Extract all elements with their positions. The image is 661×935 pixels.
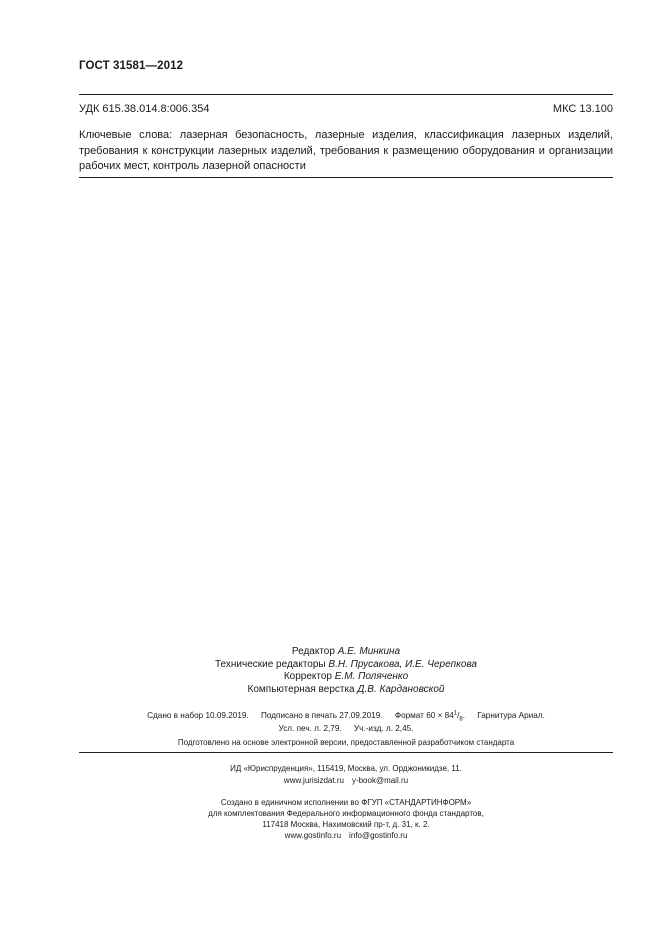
layout-line	[79, 684, 613, 697]
font-info: Гарнитура Ариал.	[477, 711, 545, 720]
tech-editors-names: В.Н. Прусакова, И.Е. Черепкова	[328, 658, 477, 670]
created-line-2: для комплектования Федерального информационного фонда стандартов,	[208, 809, 484, 818]
standard-code: ГОСТ 31581—2012	[79, 60, 184, 72]
corrector-name: Е.М. Поляченко	[334, 671, 409, 682]
created-contacts	[79, 830, 613, 841]
created-line-1: Создано в единичном исполнении во ФГУП «СТАНДАРТИНФОРМ»	[220, 798, 472, 807]
layout-label: Компьютерная верстка	[247, 683, 355, 695]
format-prefix: Формат 60 × 84	[394, 711, 454, 720]
signed-date-text: Подписано в печать 27.09.2019.	[261, 711, 383, 720]
signed-date	[261, 711, 383, 720]
pub-sheets: Уч.-изд. л. 2,45.	[353, 724, 414, 733]
publisher-info	[79, 763, 613, 786]
layout-name: Д.В. Кардановской	[357, 683, 445, 695]
paper-format	[394, 710, 465, 723]
submitted-date: Сдано в набор 10.09.2019.	[147, 711, 249, 720]
format-num: 1	[453, 710, 458, 717]
publisher-email[interactable]: y-book@mail.ru	[351, 775, 409, 785]
tech-editors-label: Технические редакторы	[214, 658, 326, 670]
publisher-website[interactable]: www.jurisizdat.ru	[283, 775, 344, 785]
editor-line	[79, 646, 613, 659]
gostinfo-email[interactable]: info@gostinfo.ru	[349, 831, 408, 840]
corrector-label: Корректор	[283, 671, 332, 682]
format-sep: /	[457, 711, 460, 720]
print-info-line-2	[79, 722, 613, 735]
footer-divider	[79, 752, 613, 753]
corrector-line	[79, 671, 613, 684]
print-info	[79, 709, 613, 735]
editorial-credits	[79, 646, 613, 696]
creation-info	[79, 797, 613, 841]
format-suffix: .	[462, 711, 465, 720]
editor-name: А.Е. Минкина	[337, 646, 401, 657]
keywords-paragraph: Ключевые слова: лазерная безопасность, лазерные изделия, классификация лазерных изделий, требования к конструкции лазерных изделий, требования к размещению оборудования и организации рабочих мест, контроль лазерной опасности	[79, 129, 613, 172]
print-sheets: Усл. печ. л. 2,79.	[278, 724, 342, 733]
print-info-line-1	[79, 709, 613, 722]
publisher-contacts	[79, 775, 613, 787]
tech-editors-line	[79, 659, 613, 672]
udk-code: УДК 615.38.014.8:006.354	[79, 103, 210, 115]
publisher-address: ИД «Юриспруденция», 115419, Москва, ул. Орджоникидзе, 11.	[230, 764, 462, 773]
editor-label: Редактор	[291, 646, 335, 657]
keywords-divider	[79, 177, 613, 178]
header-divider	[79, 94, 613, 95]
mks-code: МКС 13.100	[552, 103, 613, 115]
created-line-3: 117418 Москва, Нахимовский пр-т, д. 31, к. 2.	[262, 820, 430, 829]
gostinfo-website[interactable]: www.gostinfo.ru	[284, 831, 342, 840]
classification-row	[79, 103, 613, 115]
format-den: 8	[459, 716, 463, 723]
prepared-note: Подготовлено на основе электронной версии, предоставленной разработчиком стандарта	[177, 738, 515, 747]
